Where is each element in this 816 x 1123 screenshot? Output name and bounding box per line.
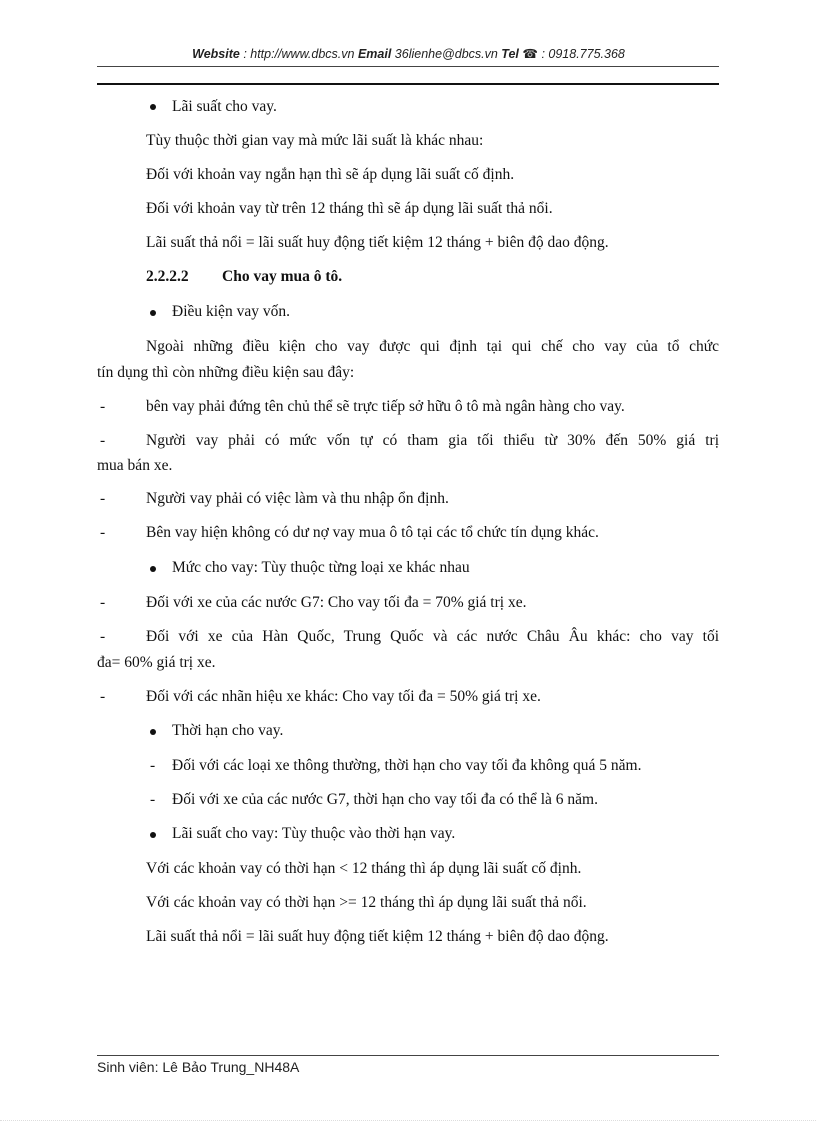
paragraph: Lãi suất thả nổi = lãi suất huy động tiết kiệm 12 tháng + biên độ dao động. bbox=[146, 928, 609, 945]
email-label: Email bbox=[357, 47, 392, 61]
dash-marker: - bbox=[150, 757, 156, 774]
list-item: Đối với các loại xe thông thường, thời hạn cho vay tối đa không quá 5 năm. bbox=[172, 757, 642, 774]
dash-marker: - bbox=[100, 490, 106, 507]
paragraph: tín dụng thì còn những điều kiện sau đây: bbox=[97, 364, 355, 381]
list-item: Đối với xe của các nước G7, thời hạn cho vay tối đa có thể là 6 năm. bbox=[172, 791, 598, 808]
paragraph: Tùy thuộc thời gian vay mà mức lãi suất là khác nhau: bbox=[146, 132, 484, 149]
paragraph: Ngoài những điều kiện cho vay được qui định tại qui chế cho vay của tổ chức bbox=[146, 338, 719, 355]
bullet-item-conditions: Điều kiện vay vốn. bbox=[172, 303, 290, 320]
footer-student: Sinh viên: Lê Bảo Trung_NH48A bbox=[97, 1059, 300, 1075]
paragraph: Đối với khoản vay từ trên 12 tháng thì sẽ áp dụng lãi suất thả nổi. bbox=[146, 200, 553, 217]
list-item: bên vay phải đứng tên chủ thể sẽ trực tiếp sở hữu ô tô mà ngân hàng cho vay. bbox=[146, 398, 625, 415]
dash-marker: - bbox=[100, 628, 106, 645]
dash-marker: - bbox=[100, 688, 106, 705]
list-item: Người vay phải có mức vốn tự có tham gia tối thiểu từ 30% đến 50% giá trị bbox=[146, 432, 719, 449]
bullet-icon bbox=[150, 832, 156, 838]
website-label: Website bbox=[192, 47, 240, 61]
dash-marker: - bbox=[100, 432, 106, 449]
list-item: Bên vay hiện không có dư nợ vay mua ô tô tại các tổ chức tín dụng khác. bbox=[146, 524, 599, 541]
list-item: Đối với xe của các nước G7: Cho vay tối đa = 70% giá trị xe. bbox=[146, 594, 527, 611]
website-value: : http://www.dbcs.vn bbox=[239, 47, 358, 61]
section-heading: Cho vay mua ô tô. bbox=[222, 268, 343, 285]
dash-marker: - bbox=[150, 791, 156, 808]
bullet-icon bbox=[150, 566, 156, 572]
bullet-item-term: Thời hạn cho vay. bbox=[172, 722, 284, 739]
paragraph: Với các khoản vay có thời hạn < 12 tháng thì áp dụng lãi suất cố định. bbox=[146, 860, 582, 877]
bullet-icon bbox=[150, 729, 156, 735]
section-number: 2.2.2.2 bbox=[146, 268, 189, 285]
page-edge-line bbox=[0, 1120, 816, 1121]
dash-marker: - bbox=[100, 398, 106, 415]
paragraph: Với các khoản vay có thời hạn >= 12 tháng thì áp dụng lãi suất thả nổi. bbox=[146, 894, 587, 911]
list-item-continued: mua bán xe. bbox=[97, 457, 173, 474]
dash-marker: - bbox=[100, 524, 106, 541]
tel-label: Tel bbox=[501, 47, 519, 61]
list-item: Đối với các nhãn hiệu xe khác: Cho vay tối đa = 50% giá trị xe. bbox=[146, 688, 541, 705]
bullet-item-loan-level: Mức cho vay: Tùy thuộc từng loại xe khác nhau bbox=[172, 559, 470, 576]
bullet-icon bbox=[150, 104, 156, 110]
list-item: Đối với xe của Hàn Quốc, Trung Quốc và các nước Châu Âu khác: cho vay tối bbox=[146, 628, 719, 645]
footer-rule bbox=[97, 1055, 719, 1056]
bullet-icon bbox=[150, 310, 156, 316]
list-item-continued: đa= 60% giá trị xe. bbox=[97, 654, 216, 671]
paragraph: Đối với khoản vay ngắn hạn thì sẽ áp dụng lãi suất cố định. bbox=[146, 166, 515, 183]
paragraph: Lãi suất thả nổi = lãi suất huy động tiết kiệm 12 tháng + biên độ dao động. bbox=[146, 234, 609, 251]
page-header bbox=[97, 46, 720, 61]
header-rule-thick bbox=[97, 83, 719, 85]
tel-value: : 0918.775.368 bbox=[537, 47, 625, 61]
bullet-item-rate: Lãi suất cho vay: Tùy thuộc vào thời hạn vay. bbox=[172, 825, 456, 842]
email-value: 36lienhe@dbcs.vn bbox=[391, 47, 502, 61]
dash-marker: - bbox=[100, 594, 106, 611]
header-rule-thin bbox=[97, 66, 719, 67]
list-item: Người vay phải có việc làm và thu nhập ổn định. bbox=[146, 490, 449, 507]
phone-icon: ☎ bbox=[522, 47, 538, 61]
bullet-item-interest: Lãi suất cho vay. bbox=[172, 98, 277, 115]
